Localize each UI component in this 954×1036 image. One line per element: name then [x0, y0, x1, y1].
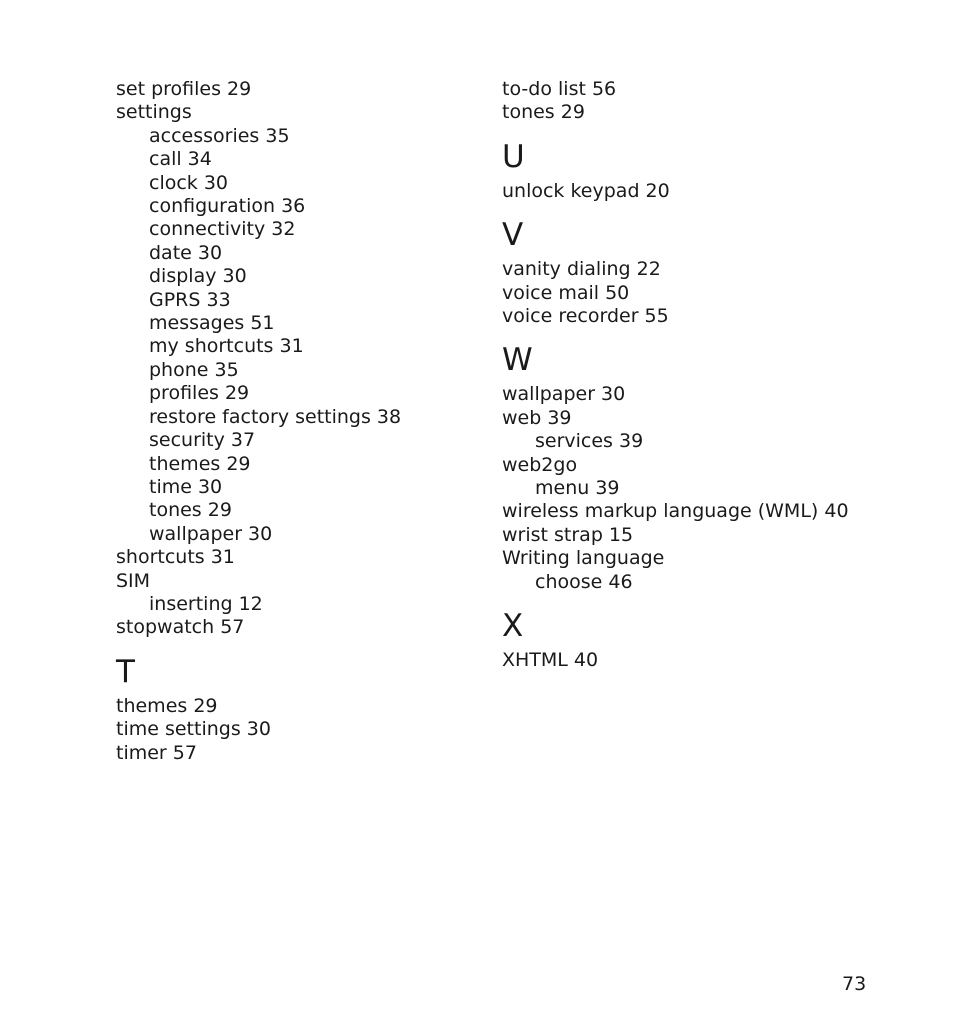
- index-subentry: wallpaper 30: [149, 522, 273, 545]
- index-entry: shortcuts 31: [116, 546, 235, 569]
- index-subentry: profiles 29: [149, 382, 250, 405]
- index-group: [502, 180, 902, 203]
- index-entry: time settings 30: [116, 718, 271, 741]
- index-entry: settings: [116, 101, 192, 124]
- index-letter-heading: W: [502, 342, 533, 379]
- index-column-left: [116, 78, 486, 765]
- index-entry: unlock keypad 20: [502, 179, 670, 202]
- index-subentry: call 34: [149, 148, 212, 171]
- index-entry: to-do list 56: [502, 78, 617, 100]
- index-subentry: phone 35: [149, 358, 239, 381]
- index-subentry: display 30: [149, 265, 247, 288]
- index-entry: Writing language: [502, 547, 665, 570]
- index-entry: wrist strap 15: [502, 523, 634, 546]
- index-entry: stopwatch 57: [116, 616, 245, 639]
- index-subentry: choose 46: [535, 570, 633, 593]
- index-group: [502, 78, 902, 125]
- index-entry: wireless markup language (WML) 40: [502, 500, 849, 523]
- index-entry: wallpaper 30: [502, 383, 626, 406]
- index-letter-heading: U: [502, 138, 525, 175]
- index-group: [116, 78, 486, 640]
- index-subentry: connectivity 32: [149, 218, 296, 241]
- index-subentry: security 37: [149, 429, 256, 452]
- index-subentry: restore factory settings 38: [149, 405, 402, 428]
- index-subentry: inserting 12: [149, 592, 263, 615]
- index-entry: voice mail 50: [502, 281, 630, 304]
- index-entry: web 39: [502, 406, 572, 429]
- index-entry: vanity dialing 22: [502, 258, 661, 281]
- index-entry: themes 29: [116, 694, 218, 717]
- index-subentry: messages 51: [149, 312, 275, 335]
- index-group: [502, 649, 902, 672]
- index-entry: set profiles 29: [116, 78, 252, 100]
- index-subentry: tones 29: [149, 499, 232, 522]
- index-subentry: date 30: [149, 241, 223, 264]
- index-letter-heading: V: [502, 217, 524, 254]
- index-group: [502, 383, 902, 594]
- index-subentry: clock 30: [149, 171, 229, 194]
- index-subentry: configuration 36: [149, 195, 306, 218]
- index-subentry: my shortcuts 31: [149, 335, 304, 358]
- index-entry: web2go: [502, 453, 578, 476]
- index-column-right: [502, 78, 902, 673]
- index-subentry: menu 39: [535, 477, 620, 500]
- index-entry: timer 57: [116, 741, 197, 764]
- index-entry: tones 29: [502, 101, 585, 124]
- index-group: [502, 258, 902, 328]
- index-letter-heading: X: [502, 608, 524, 645]
- index-entry: voice recorder 55: [502, 305, 669, 328]
- index-subentry: time 30: [149, 475, 223, 498]
- index-letter-heading: T: [116, 653, 135, 690]
- index-subentry: GPRS 33: [149, 288, 231, 311]
- index-subentry: services 39: [535, 430, 644, 453]
- index-entry: XHTML 40: [502, 649, 599, 672]
- page-number: 73: [842, 973, 867, 995]
- index-entry: SIM: [116, 569, 151, 592]
- index-subentry: accessories 35: [149, 124, 290, 147]
- index-group: [116, 695, 486, 765]
- index-subentry: themes 29: [149, 452, 251, 475]
